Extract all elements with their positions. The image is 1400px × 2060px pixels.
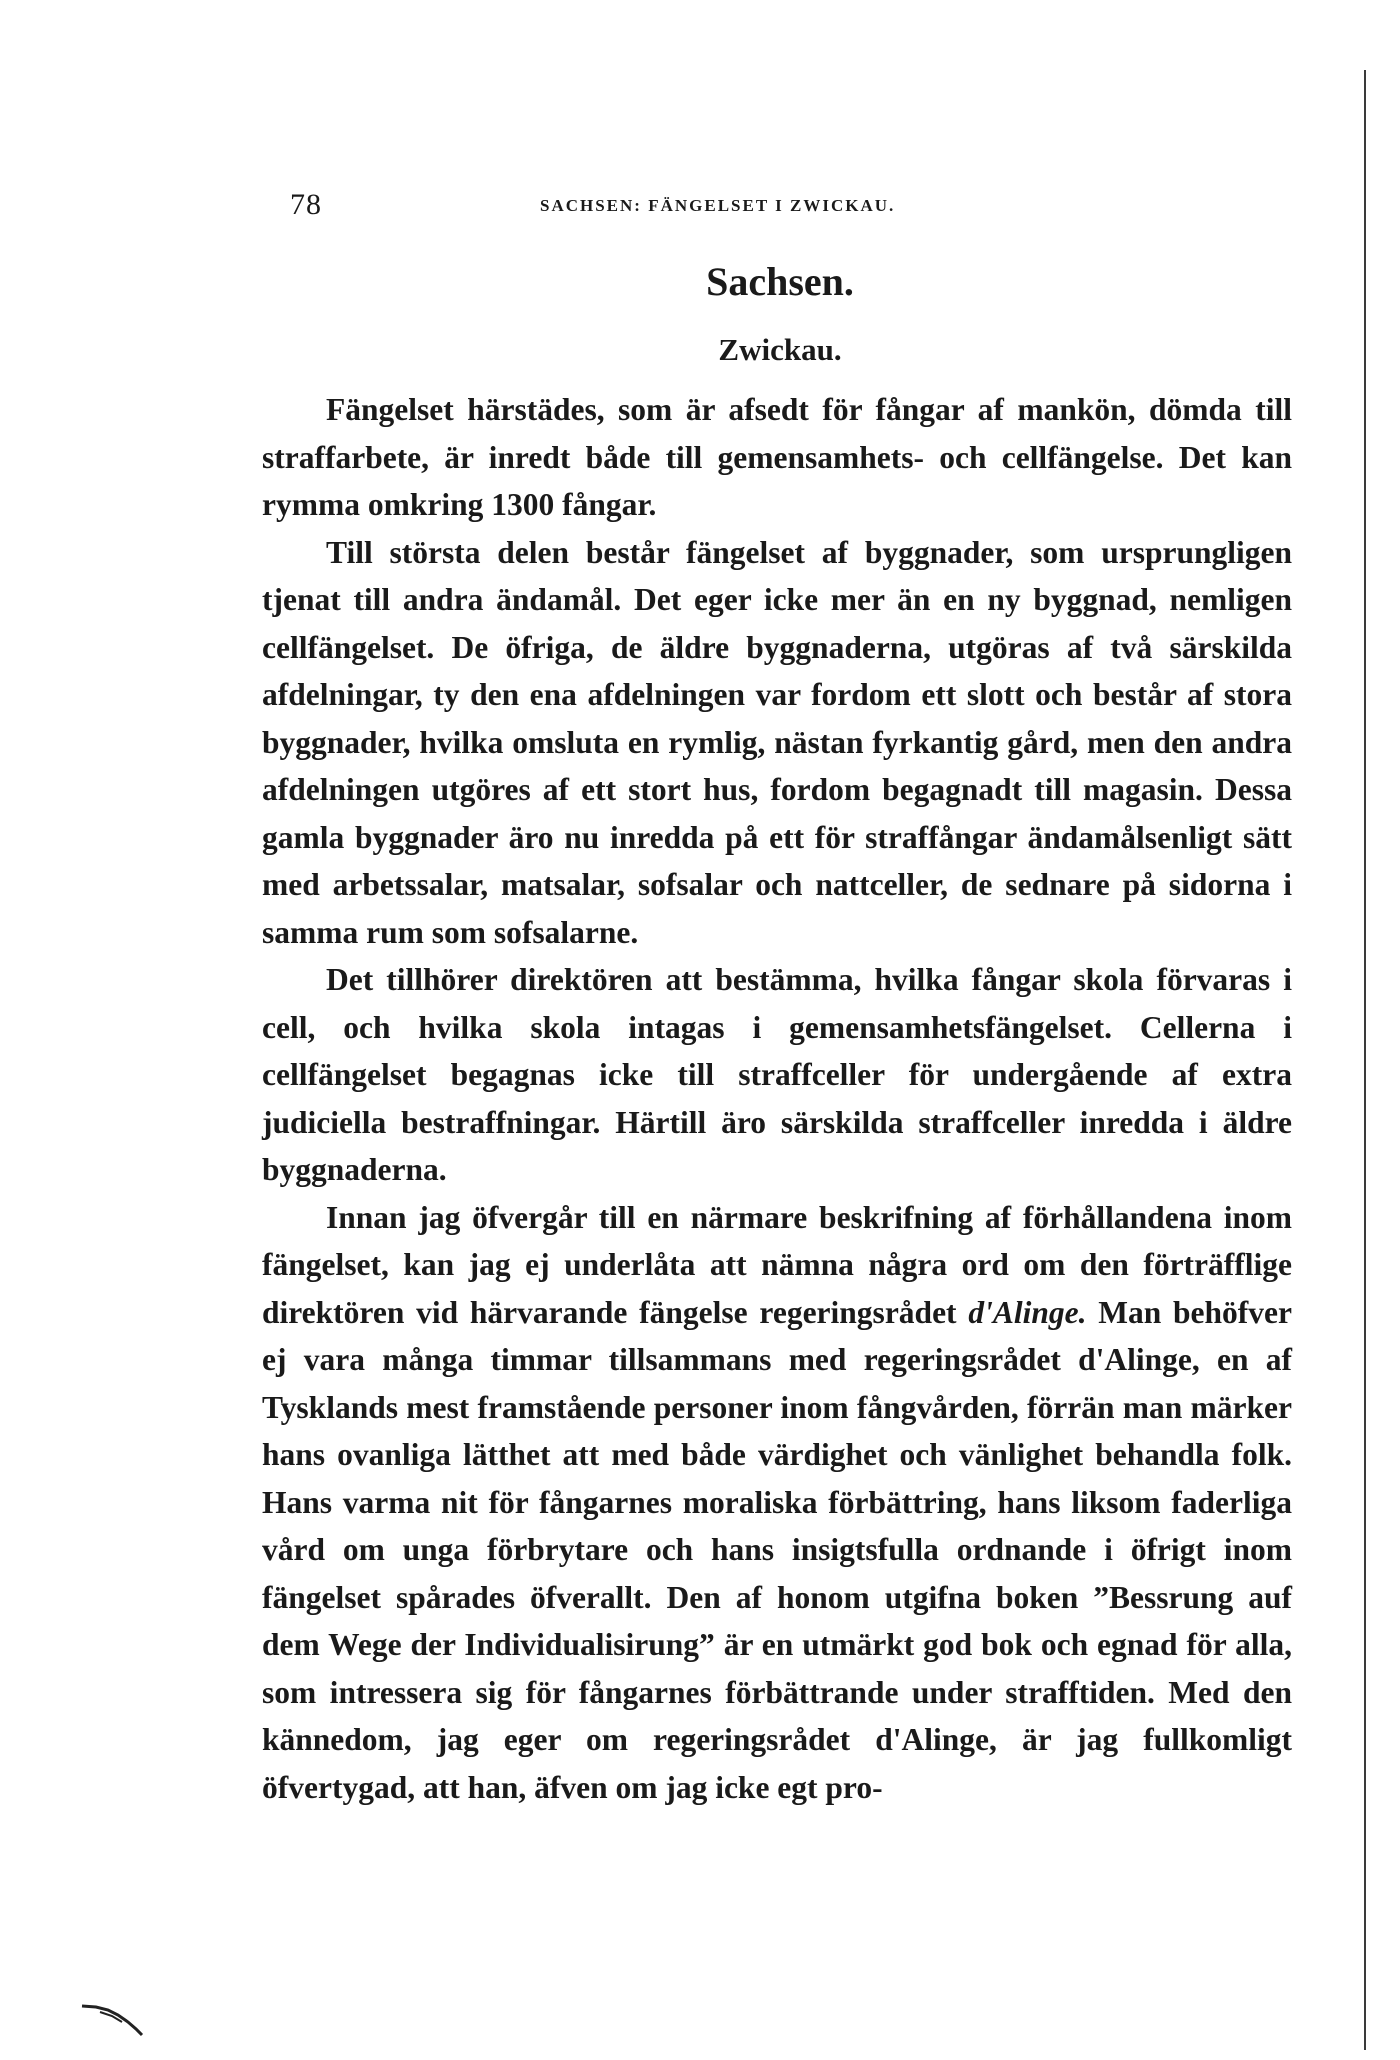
paragraph-4 — [262, 1194, 1292, 1812]
body-text — [262, 386, 1292, 1811]
paragraph-4-start: Innan jag öfvergår till en närmare beskrifning af förhållandena inom fängelset, kan jag ej underlåta att nämna några ord om den förträfflige direktören vid härvarande fängelse regeringsrådet — [262, 1199, 1292, 1330]
paragraph-4-rest: Man behöfver ej vara många timmar tillsammans med regeringsrådet d'Alinge, en af Tysklands mest framstående personer inom fångvården, förrän man märker hans ovanliga lätthet att med både värdighet och vänlighet behandla folk. Hans varma nit för fångarnes moraliska förbättring, hans liksom faderliga vård om unga förbrytare och hans insigtsfulla ordnande i öfrigt inom fängelset spårades öfverallt. Den af honom utgifna boken ”Bessrung auf dem Wege der Individualisirung” är en utmärkt god bok och egnad för alla, som intressera sig för fångarnes förbättrande under strafftiden. Med den kännedom, jag eger om regeringsrådet d'Alinge, är jag fullkomligt öfvertygad, att han, äfven om jag icke egt pro- — [262, 1294, 1292, 1805]
ink-mark — [78, 1998, 158, 2038]
running-head: SACHSEN: FÄNGELSET I ZWICKAU. — [540, 196, 896, 215]
paragraph-3: Det tillhörer direktören att bestämma, hvilka fångar skola förvaras i cell, och hvilka skola intagas i gemensamhetsfängelset. Cellerna i cellfängelset begagnas icke till straffceller för undergående af extra judiciella bestraffningar. Härtill äro särskilda straffceller inredda i äldre byggnaderna. — [262, 962, 1292, 1187]
italic-name: d'Alinge. — [968, 1294, 1087, 1330]
section-subtitle: Zwickau. — [718, 332, 842, 367]
paragraph-1: Fängelset härstädes, som är afsedt för fångar af mankön, dömda till straffarbete, är inredt både till gemensamhets- och cellfängelse. Det kan rymma omkring 1300 fångar. — [262, 392, 1292, 522]
page-number: 78 — [290, 188, 322, 221]
page-header — [290, 188, 1290, 228]
section-title: Sachsen. — [706, 259, 854, 304]
paragraph-2: Till största delen består fängelset af byggnader, som ursprungligen tjenat till andra ändamål. Det eger icke mer än en ny byggnad, nemligen cellfängelset. De öfriga, de äldre byggnaderna, utgöras af två särskilda afdelningar, ty den ena afdelningen var fordom ett slott och består af stora byggnader, hvilka omsluta en rymlig, nästan fyrkantig gård, men den andra afdelningen utgöres af ett stort hus, fordom begagnadt till magasin. Dessa gamla byggnader äro nu inredda på ett för straffångar ändamålsenligt sätt med arbetssalar, matsalar, sofsalar och nattceller, de sednare på sidorna i samma rum som sofsalarne. — [262, 534, 1292, 950]
